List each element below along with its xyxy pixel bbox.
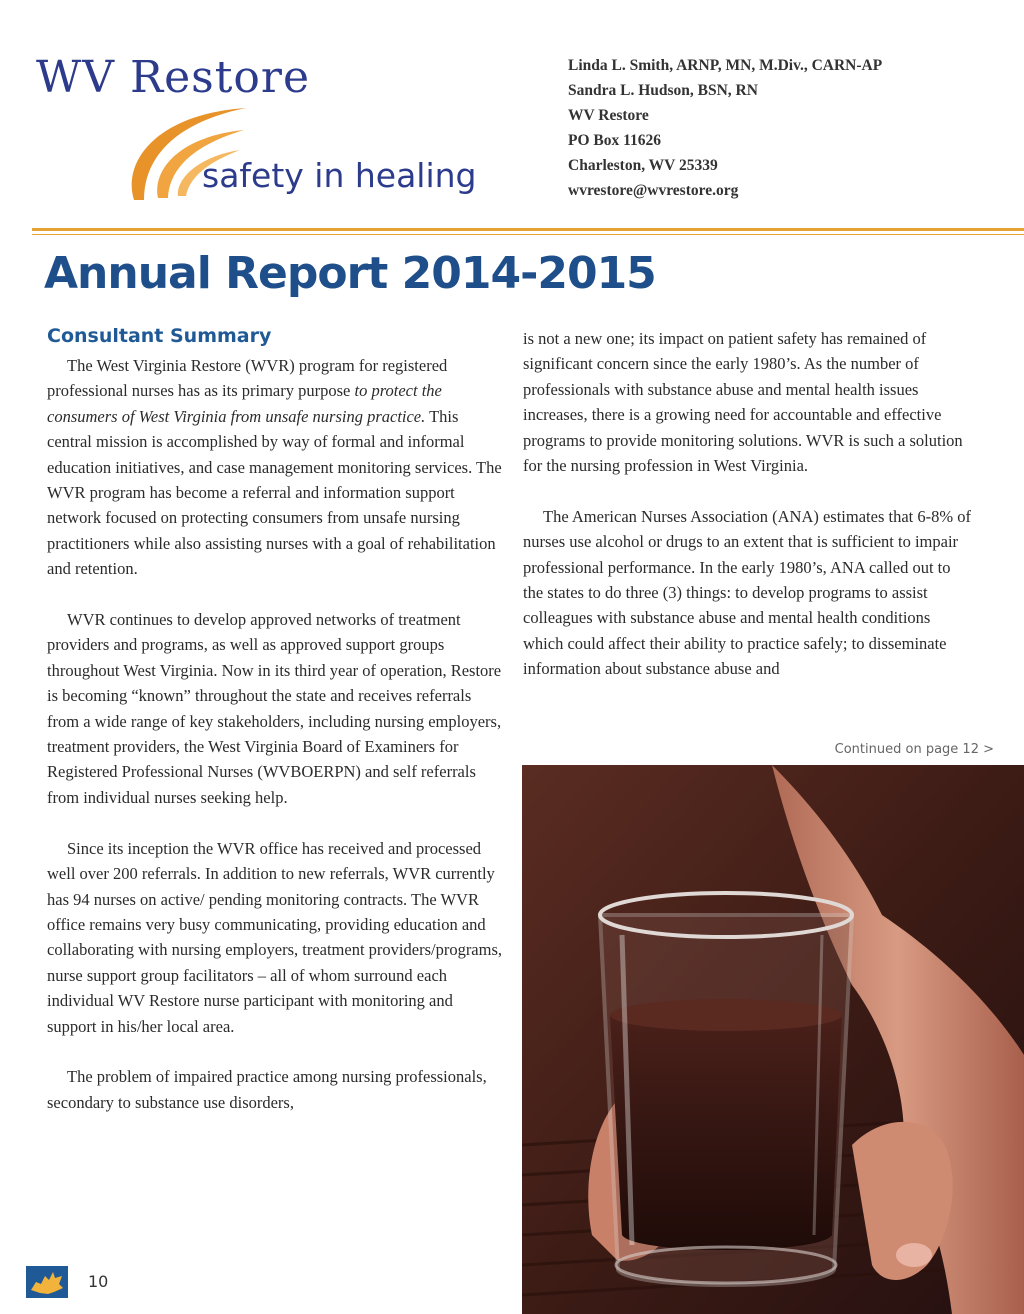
paragraph: is not a new one; its impact on patient safety has remained of significant concern since the early 1980’s. As the number of professionals with substance abuse and mental health issues increases, there is a growing need for accountable and effective programs to provide monitoring solutions. WVR is such a solution for the nursing profession in West Virginia. [523,329,963,476]
contact-line: Sandra L. Hudson, BSN, RN [568,82,758,99]
page-number: 10 [88,1272,109,1291]
right-column [523,326,973,707]
paragraph [47,353,505,582]
paragraph: Since its inception the WVR office has received and processed well over 200 referrals. In addition to new referrals, WVR currently has 94 nurses on active/ pending monitoring contracts. The WVR office remains very busy communicating, providing education and collaborating with nursing employers, treatment providers/programs, nurse support group facilitators – all of whom surround each individual WV Restore nurse participant with monitoring and support in his/her local area. [47,838,503,1036]
left-column [47,353,505,1141]
contact-line: WV Restore [568,107,649,124]
shot-glass-image [522,765,1024,1314]
contact-email: wvrestore@wvrestore.org [568,182,739,199]
contact-line: Charleston, WV 25339 [568,157,718,174]
contact-line: Linda L. Smith, ARNP, MN, M.Div., CARN-AP [568,57,883,74]
paragraph-text: The West Virginia Restore (WVR) program for registered professional nurses has as its primary purpose [47,356,448,401]
header-divider-thin [32,234,1024,235]
contact-line: PO Box 11626 [568,132,662,149]
west-virginia-state-icon [26,1266,68,1298]
logo-tagline: safety in healing [202,156,477,195]
paragraph: WVR continues to develop approved networks of treatment providers and programs, as well as approved support groups throughout West Virginia. Now in its third year of operation, Restore is becoming “known” throughout the state and receives referrals from a wide range of key stakeholders, including nursing employers, treatment providers, the West Virginia Board of Examiners for Registered Professional Nurses (WVBOERPN) and self referrals from individual nurses seeking help. [47,610,502,807]
paragraph: The American Nurses Association (ANA) estimates that 6-8% of nurses use alcohol or drugs to an extent that is sufficient to impair professional performance. In the early 1980’s, ANA called out to the states to do three (3) things: to develop programs to assist colleagues with substance abuse and mental health conditions which could affect their ability to practice safely; to disseminate information about substance abuse and [523,506,971,679]
paragraph-text: This central mission is accomplished by way of formal and informal education initiatives, and case management monitoring services. The WVR program has become a referral and information support network focused on protecting consumers from unsafe nursing practitioners while also assisting nurses with a goal of rehabilitation and retention. [47,406,502,579]
header-divider [32,228,1024,231]
section-heading: Consultant Summary [47,325,272,347]
shot-glass-photo [522,765,1024,1314]
paragraph: The problem of impaired practice among nursing professionals, secondary to substance use disorders, [47,1067,487,1112]
page-title: Annual Report 2014-2015 [44,248,656,299]
logo-title: WV Restore [36,52,310,103]
mission-emphasis: to protect the consumers of West Virginia from unsafe nursing practice. [47,381,442,426]
continued-link[interactable]: Continued on page 12 > [834,742,994,757]
contact-block [568,55,882,205]
wv-restore-logo [36,52,506,212]
